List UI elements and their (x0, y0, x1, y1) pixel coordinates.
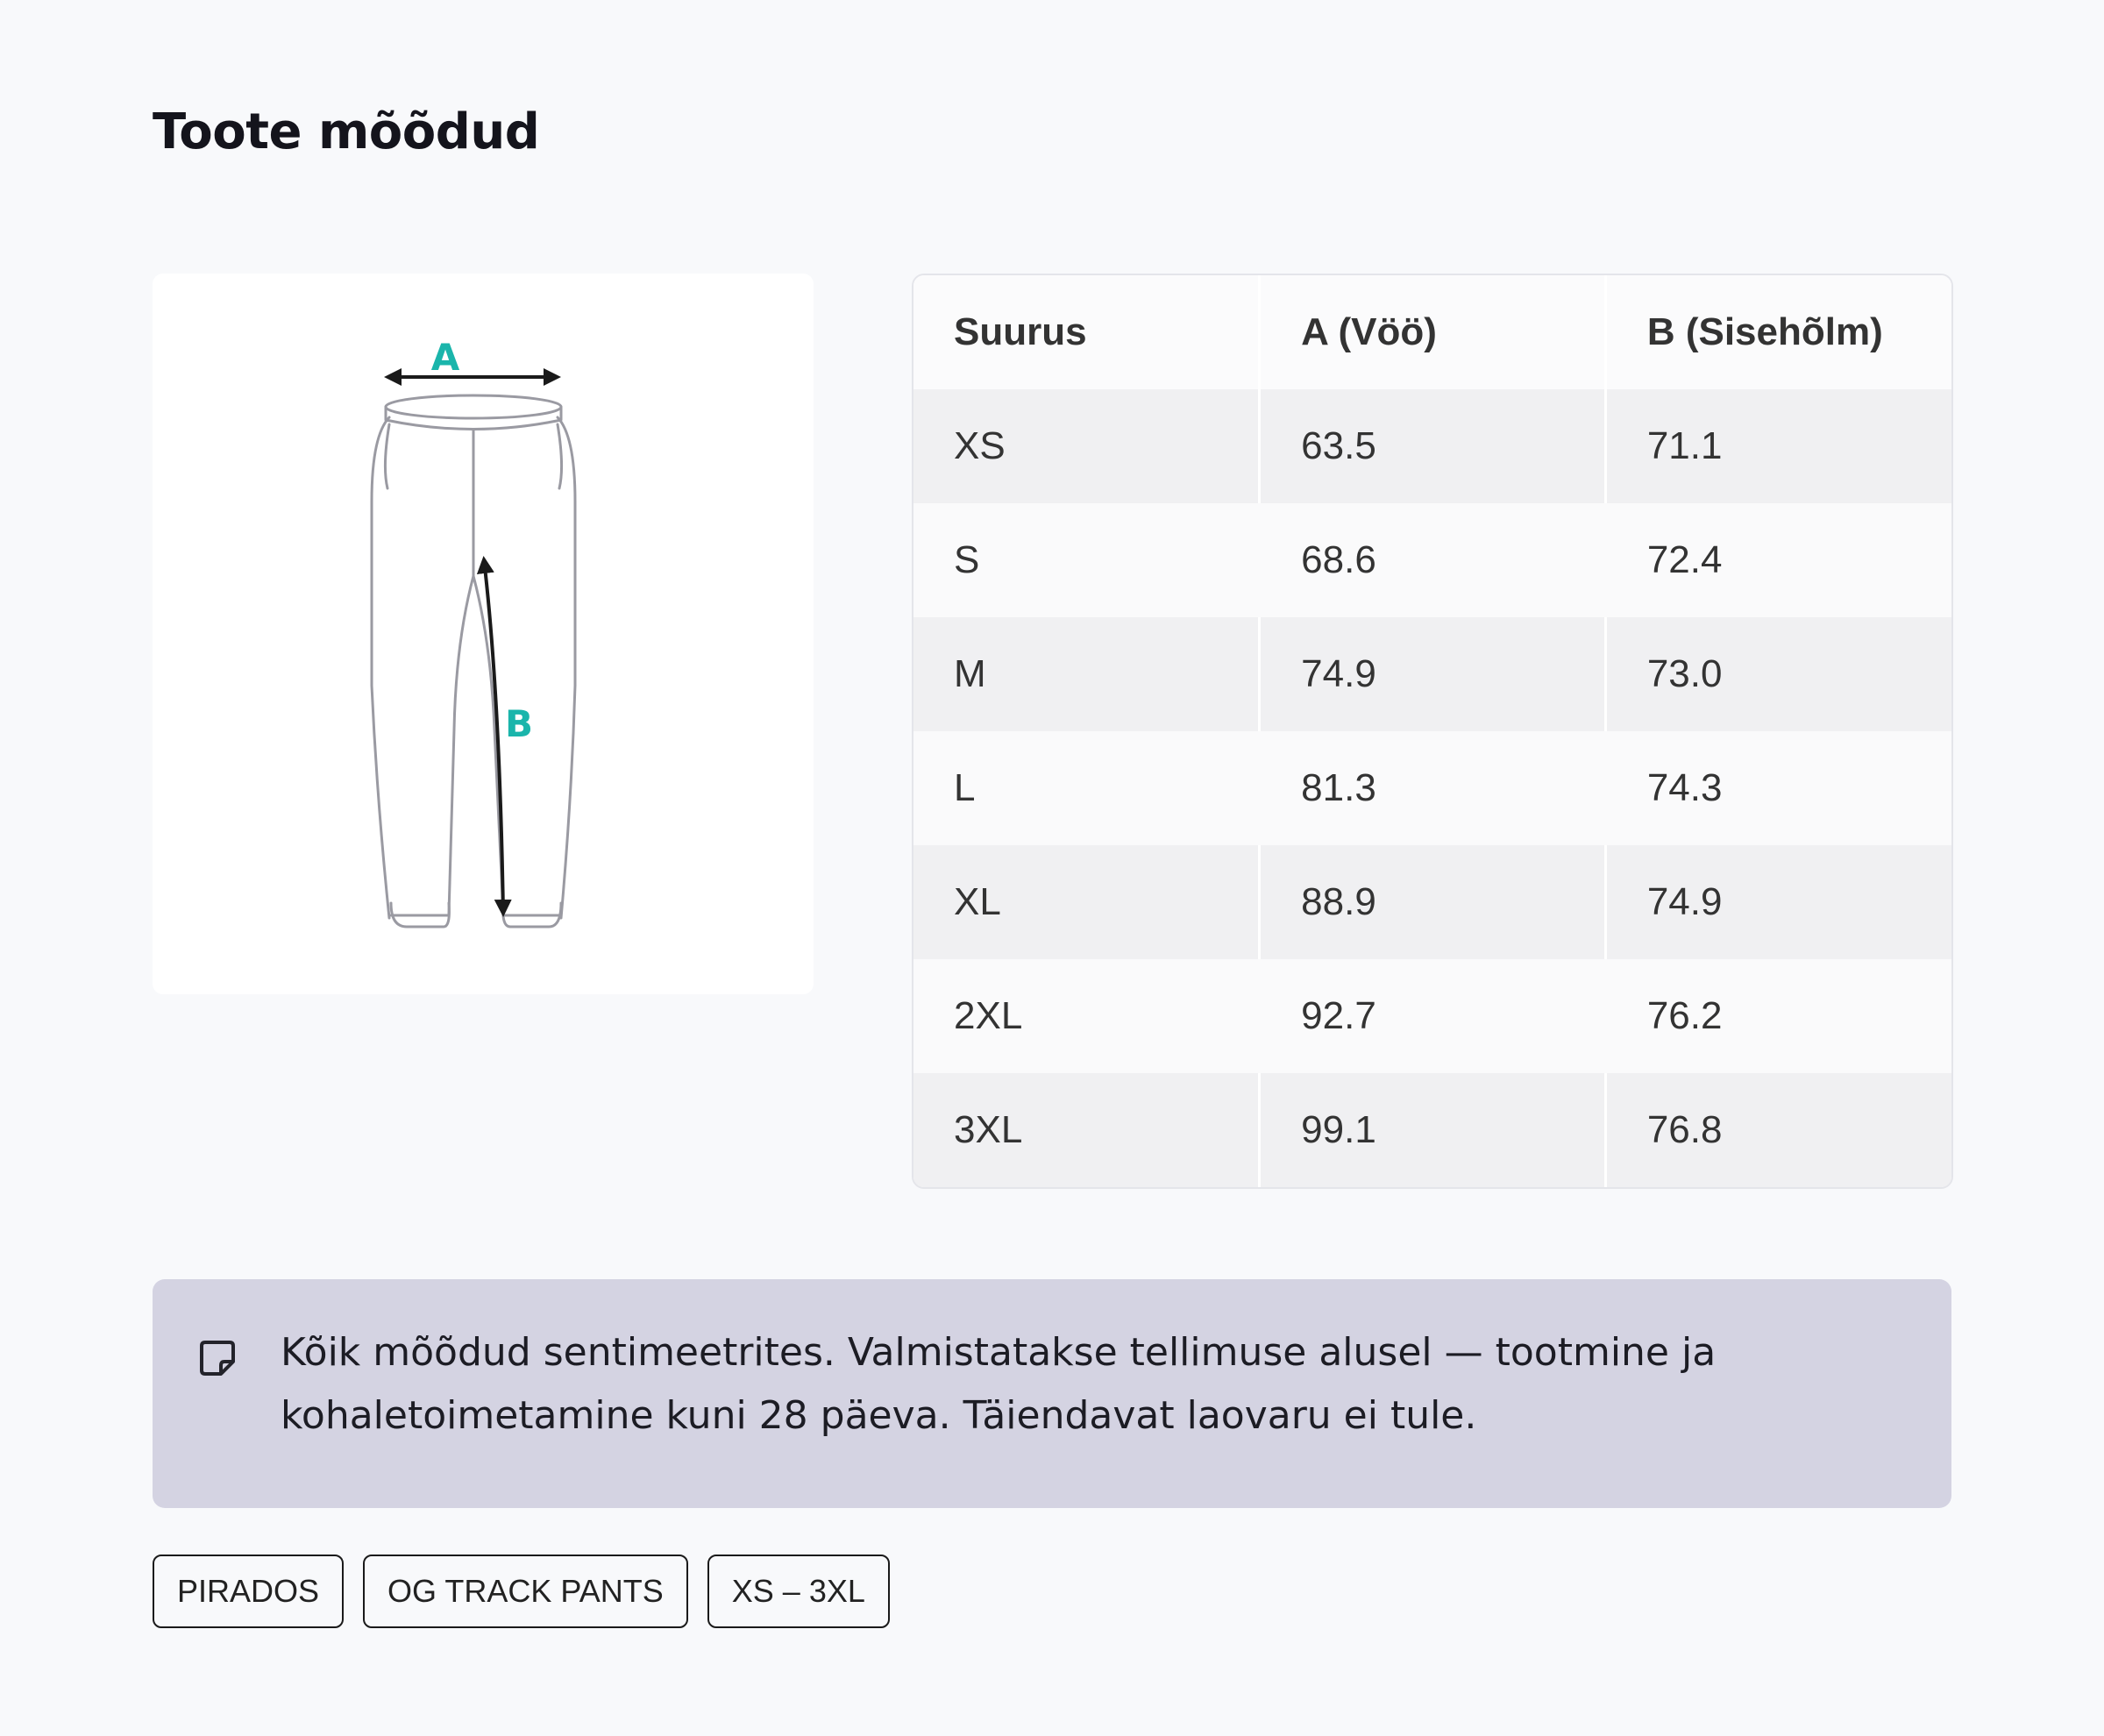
cell-inseam: 72.4 (1605, 503, 1951, 617)
cell-waist: 81.3 (1260, 731, 1606, 845)
table-row (913, 731, 1951, 845)
table-row (913, 503, 1951, 617)
pants-illustration (153, 274, 814, 994)
cell-inseam: 74.3 (1605, 731, 1951, 845)
page-title: Toote mõõdud (153, 103, 540, 160)
cell-waist: 88.9 (1260, 845, 1606, 959)
sticky-note-icon (198, 1339, 237, 1377)
label-b: B (504, 702, 534, 745)
cell-waist: 99.1 (1260, 1073, 1606, 1187)
cell-inseam: 71.1 (1605, 389, 1951, 503)
cell-size: XL (913, 845, 1260, 959)
cell-inseam: 74.9 (1605, 845, 1951, 959)
header-size: Suurus (913, 275, 1260, 389)
table-header-row (913, 275, 1951, 389)
table-row (913, 1073, 1951, 1187)
cell-size: 2XL (913, 959, 1260, 1073)
cell-waist: 68.6 (1260, 503, 1606, 617)
header-waist: A (Vöö) (1260, 275, 1606, 389)
pants-diagram (153, 274, 814, 994)
cell-size: XS (913, 389, 1260, 503)
info-note (153, 1279, 1951, 1508)
cell-inseam: 73.0 (1605, 617, 1951, 731)
cell-size: S (913, 503, 1260, 617)
table-row (913, 845, 1951, 959)
size-table (912, 274, 1953, 1189)
cell-size: M (913, 617, 1260, 731)
header-inseam: B (Sisehõlm) (1605, 275, 1951, 389)
table-row (913, 959, 1951, 1073)
label-a: A (430, 336, 460, 379)
cell-waist: 92.7 (1260, 959, 1606, 1073)
note-text: Kõik mõõdud sentimeetrites. Valmistatakse tellimuse alusel — tootmine ja kohaletoimetamine kuni 28 päeva. Täiendavat laovaru ei tule. (281, 1330, 1717, 1438)
cell-inseam: 76.2 (1605, 959, 1951, 1073)
tag-brand[interactable]: PIRADOS (153, 1555, 344, 1628)
tag-product[interactable]: OG TRACK PANTS (363, 1555, 688, 1628)
tag-list (153, 1555, 890, 1628)
tag-size-range[interactable]: XS – 3XL (707, 1555, 890, 1628)
table-row (913, 617, 1951, 731)
cell-size: 3XL (913, 1073, 1260, 1187)
table-row (913, 389, 1951, 503)
cell-inseam: 76.8 (1605, 1073, 1951, 1187)
cell-waist: 74.9 (1260, 617, 1606, 731)
cell-size: L (913, 731, 1260, 845)
cell-waist: 63.5 (1260, 389, 1606, 503)
